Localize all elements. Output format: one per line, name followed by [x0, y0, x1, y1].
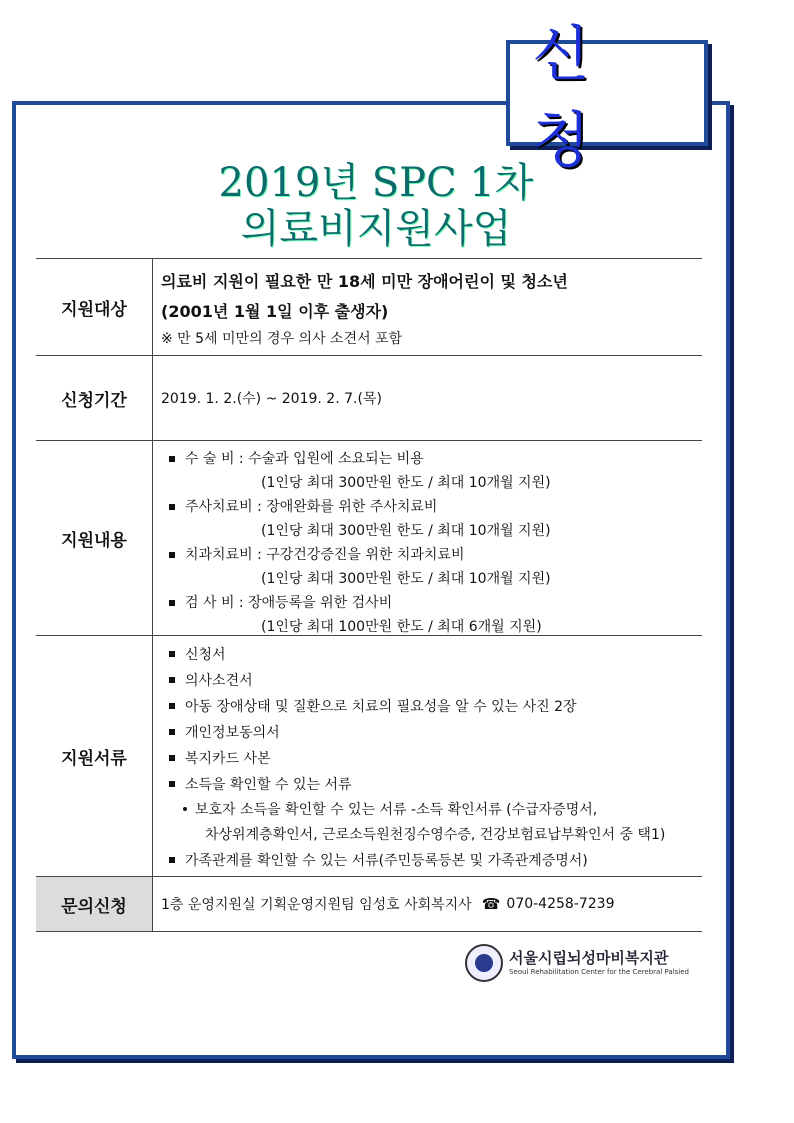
target-line-1: 의료비 지원이 필요한 만 18세 미만 장애어린이 및 청소년	[161, 272, 568, 291]
label-documents: 지원서류	[36, 636, 153, 876]
support-item: 주사치료비 : 장애완화를 위한 주사치료비	[161, 495, 702, 520]
content-target	[153, 259, 702, 355]
logo-subtitle: Seoul Rehabilitation Center for the Cerebral Palsied	[509, 968, 690, 976]
emblem-icon	[465, 944, 503, 982]
bullet-square-icon	[169, 703, 175, 709]
document-item: 의사소견서	[161, 668, 702, 694]
document-item: 가족관계를 확인할 수 있는 서류(주민등록등본 및 가족관계증명서)	[161, 848, 702, 874]
phone-icon: ☎	[481, 895, 501, 913]
row-target	[36, 259, 702, 356]
target-note: ※ 만 5세 미만의 경우 의사 소견서 포함	[161, 331, 403, 347]
target-line-2: (2001년 1월 1일 이후 출생자)	[161, 302, 389, 321]
support-limit: (1인당 최대 300만원 한도 / 최대 10개월 지원)	[261, 571, 551, 587]
document-item: 신청서	[161, 642, 702, 668]
label-period: 신청기간	[36, 356, 153, 440]
document-item: 아동 장애상태 및 질환으로 치료의 필요성을 알 수 있는 사진 2장	[161, 694, 702, 720]
bullet-square-icon	[169, 651, 175, 657]
support-limit: (1인당 최대 300만원 한도 / 최대 10개월 지원)	[261, 523, 551, 539]
bullet-dot-icon	[183, 807, 187, 811]
apply-badge	[506, 20, 708, 176]
bullet-square-icon	[169, 729, 175, 735]
support-item: 수 술 비 : 수술과 입원에 소요되는 비용	[161, 447, 702, 472]
row-contact	[36, 877, 702, 932]
bullet-square-icon	[169, 677, 175, 683]
support-limit: (1인당 최대 100만원 한도 / 최대 6개월 지원)	[261, 619, 542, 635]
info-table	[36, 258, 702, 932]
support-limit: (1인당 최대 300만원 한도 / 최대 10개월 지원)	[261, 475, 551, 491]
period-value: 2019. 1. 2.(수) ~ 2019. 2. 7.(목)	[161, 391, 382, 407]
document-item: 소득을 확인할 수 있는 서류	[161, 772, 702, 798]
bullet-square-icon	[169, 456, 175, 462]
label-target: 지원대상	[36, 259, 153, 355]
content-documents	[153, 636, 702, 876]
bullet-square-icon	[169, 504, 175, 510]
logo-name: 서울시립뇌성마비복지관	[509, 949, 669, 967]
label-contact: 문의신청	[36, 877, 153, 931]
row-support	[36, 441, 702, 636]
document-item: 개인정보동의서	[161, 720, 702, 746]
document-sub-item-cont: 차상위계층확인서, 근로소득원천징수영수증, 건강보험료납부확인서 중 택1)	[205, 827, 666, 843]
row-period	[36, 356, 702, 441]
contact-phone: 070-4258-7239	[506, 896, 615, 912]
bullet-square-icon	[169, 781, 175, 787]
organization-logo	[465, 944, 689, 982]
label-support: 지원내용	[36, 441, 153, 635]
content-support	[153, 441, 702, 635]
bullet-square-icon	[169, 600, 175, 606]
bullet-square-icon	[169, 755, 175, 761]
content-contact	[153, 877, 702, 931]
content-period	[153, 356, 702, 440]
apply-badge-text: 신 청	[532, 20, 612, 176]
bullet-square-icon	[169, 857, 175, 863]
support-item: 치과치료비 : 구강건강증진을 위한 치과치료비	[161, 543, 702, 568]
title-line-2: 의료비지원사업	[240, 206, 512, 252]
bullet-square-icon	[169, 552, 175, 558]
support-item: 검 사 비 : 장애등록을 위한 검사비	[161, 591, 702, 616]
contact-text: 1층 운영지원실 기획운영지원팀 임성호 사회복지사	[161, 897, 472, 913]
row-documents	[36, 636, 702, 877]
title-line-1: 2019년 SPC 1차	[218, 160, 534, 206]
document-sub-item: 보호자 소득을 확인할 수 있는 서류 -소득 확인서류 (수급자증명서,	[161, 798, 702, 823]
document-item: 복지카드 사본	[161, 746, 702, 772]
